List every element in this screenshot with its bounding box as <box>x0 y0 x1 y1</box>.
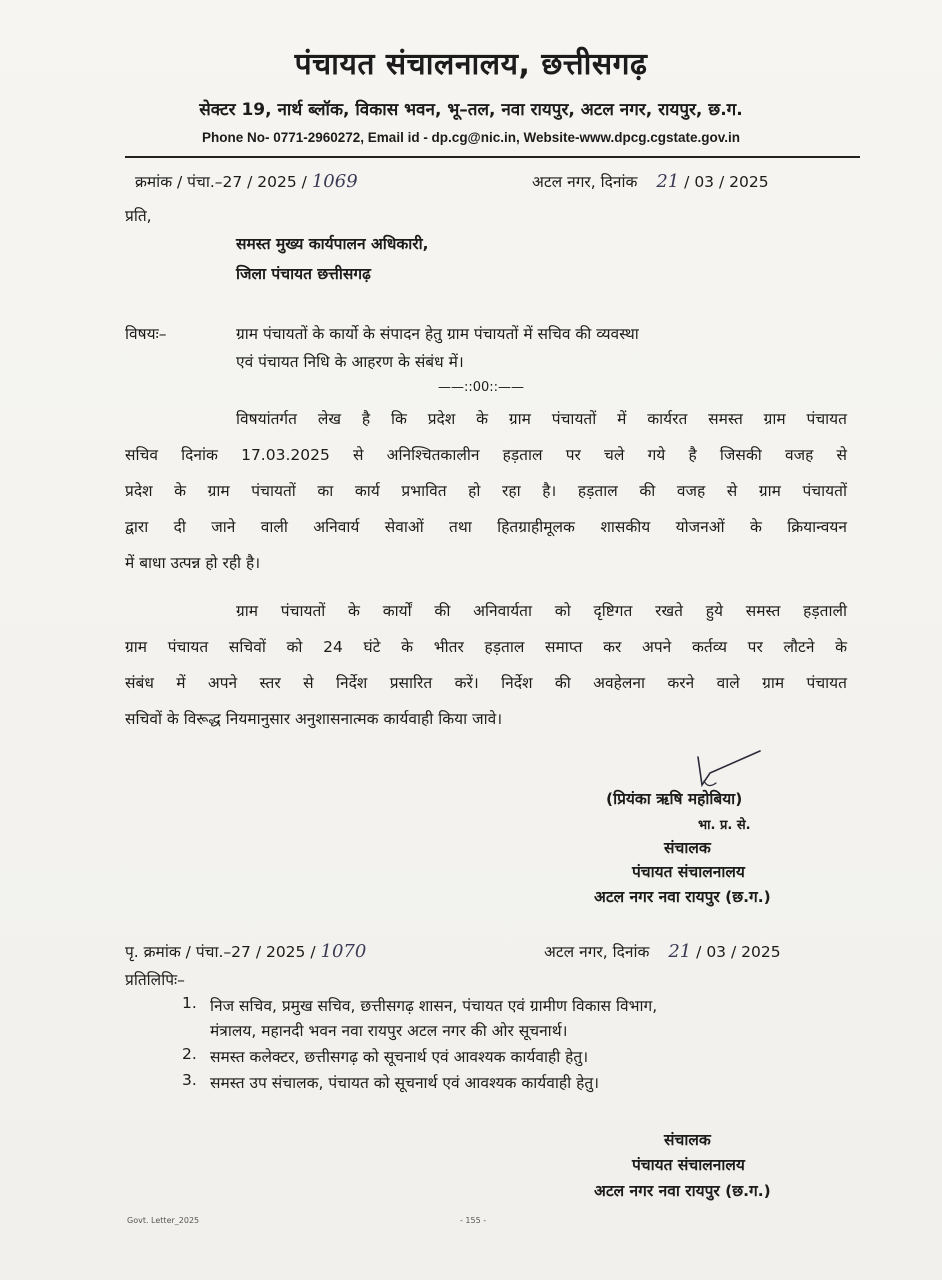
paragraph-line: प्रदेश के ग्राम पंचायतों का कार्य प्रभावित हो रहा है। हड़ताल की वजह से ग्राम पंचायतों <box>125 482 847 500</box>
signatory-title: संचालक <box>664 839 711 857</box>
copy-reference-number: 1070 <box>320 941 367 962</box>
copy-reference-prefix: पृ. क्रमांक / पंचा.–27 / 2025 / <box>125 943 316 961</box>
copy-signatory-office: पंचायत संचालनालय <box>632 1156 745 1174</box>
letter-date <box>532 170 769 192</box>
office-address: सेक्टर 19, नार्थ ब्लॉक, विकास भवन, भू–तल, नवा रायपुर, अटल नगर, रायपुर, छ.ग. <box>199 100 743 120</box>
subject-line-2: एवं पंचायत निधि के आहरण के संबंध में। <box>236 353 464 371</box>
paragraph-line: सचिवों के विरूद्ध नियमानुसार अनुशासनात्मक कार्यवाही किया जावे। <box>125 710 503 728</box>
date-day: 21 <box>656 171 680 192</box>
paragraph-line: ग्राम पंचायतों के कार्यों की अनिवार्यता को दृष्टिगत रखते हुये समस्त हड़ताली <box>236 602 847 620</box>
copy-date-day: 21 <box>668 941 692 962</box>
copy-item-number: 3. <box>182 1071 197 1089</box>
office-title: पंचायत संचालनालय, छत्तीसगढ़ <box>294 47 648 82</box>
letterhead-divider <box>125 156 860 158</box>
subject-line-1: ग्राम पंचायतों के कार्यो के संपादन हेतु ग्राम पंचायतों में सचिव की व्यवस्था <box>236 325 639 343</box>
paragraph-line: संबंध में अपने स्तर से निर्देश प्रसारित करें। निर्देश की अवहेलना करने वाले ग्राम पंचायत <box>125 674 847 692</box>
copy-signatory-title: संचालक <box>664 1131 711 1149</box>
signatory-name: (प्रियंका ऋषि महोबिया) <box>606 790 743 808</box>
copy-label: प्रतिलिपिः– <box>125 971 185 989</box>
copy-item-number: 1. <box>182 994 197 1012</box>
body-paragraph-2 <box>125 593 847 737</box>
paragraph-line: सचिव दिनांक 17.03.2025 से अनिश्चितकालीन हड़ताल पर चले गये है जिसकी वजह से <box>125 446 847 464</box>
signatory-office: पंचायत संचालनालय <box>632 863 745 881</box>
paragraph-line: द्वारा दी जाने वाली अनिवार्य सेवाओं तथा हितग्राहीमूलक शासकीय योजनओं के क्रियान्वयन <box>125 518 847 536</box>
copy-date-prefix: अटल नगर, दिनांक <box>544 943 650 961</box>
to-label: प्रति, <box>125 207 152 225</box>
recipient-line-2: जिला पंचायत छत्तीसगढ़ <box>236 265 371 283</box>
subject-separator: ——::00::—— <box>438 380 525 395</box>
date-prefix: अटल नगर, दिनांक <box>532 173 638 191</box>
copy-item-text: मंत्रालय, महानदी भवन नवा रायपुर अटल नगर की ओर सूचनार्थ। <box>210 1022 568 1040</box>
copy-item-text: समस्त कलेक्टर, छत्तीसगढ़ को सूचनार्थ एवं आवश्यक कार्यवाही हेतु। <box>210 1048 589 1066</box>
copy-date-rest: / 03 / 2025 <box>696 943 781 961</box>
signatory-service: भा. प्र. से. <box>698 818 751 833</box>
footer-left-text: Govt. Letter_2025 <box>127 1216 200 1225</box>
date-rest: / 03 / 2025 <box>684 173 769 191</box>
reference-prefix: क्रमांक / पंचा.–27 / 2025 / <box>135 173 307 191</box>
copy-signatory-place: अटल नगर नवा रायपुर (छ.ग.) <box>594 1182 771 1200</box>
signatory-place: अटल नगर नवा रायपुर (छ.ग.) <box>594 888 771 906</box>
letter-reference <box>135 170 358 192</box>
recipient-line-1: समस्त मुख्य कार्यपालन अधिकारी, <box>236 235 429 253</box>
paragraph-line: विषयांतर्गत लेख है कि प्रदेश के ग्राम पंचायतों में कार्यरत समस्त ग्राम पंचायत <box>236 410 847 428</box>
copy-date <box>544 940 781 962</box>
copy-item-text: निज सचिव, प्रमुख सचिव, छत्तीसगढ़ शासन, पंचायत एवं ग्रामीण विकास विभाग, <box>210 997 658 1015</box>
body-paragraph-1 <box>125 401 847 581</box>
reference-number: 1069 <box>311 171 358 192</box>
subject-label: विषयः– <box>125 325 167 343</box>
office-contact: Phone No- 0771-2960272, Email id - dp.cg@nic.in, Website-www.dpcg.cgstate.gov.in <box>201 130 741 145</box>
copy-item-text: समस्त उप संचालक, पंचायत को सूचनार्थ एवं आवश्यक कार्यवाही हेतु। <box>210 1074 600 1092</box>
footer-page-number: - 155 - <box>460 1216 487 1225</box>
copy-reference <box>125 940 366 962</box>
paragraph-line: ग्राम पंचायत सचिवों को 24 घंटे के भीतर हड़ताल समाप्त कर अपने कर्तव्य पर लौटने के <box>125 638 847 656</box>
copy-item-number: 2. <box>182 1045 197 1063</box>
paragraph-line: में बाधा उत्पन्न हो रही है। <box>125 554 261 572</box>
